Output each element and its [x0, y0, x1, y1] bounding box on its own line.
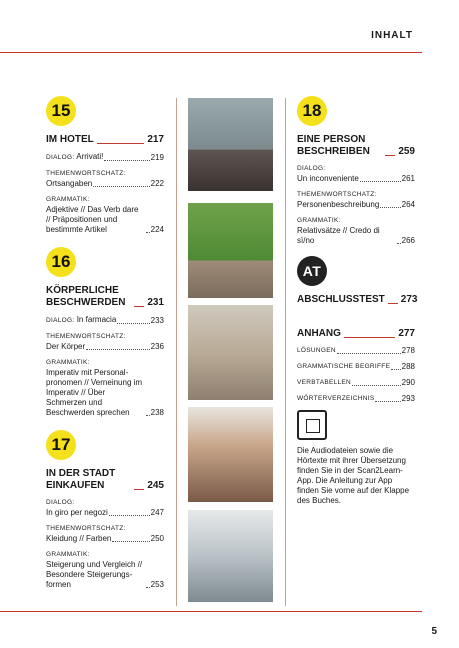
column-divider-right — [285, 98, 286, 606]
lesson-badge: 17 — [46, 430, 76, 460]
right-column — [297, 96, 418, 506]
toc-entry[interactable]: GRAMMATIK: Adjektive // Das Verb dare // Präpositionen und bestimmte Artikel 224 — [46, 196, 164, 234]
test-title: ABSCHLUSSTEST 273 — [297, 294, 418, 305]
toc-entry[interactable]: GRAMMATIK: Relativsätze // Credo di sì/no 266 — [297, 217, 415, 245]
appendix[interactable] — [297, 328, 415, 404]
page-number: 5 — [431, 626, 437, 637]
final-test[interactable] — [297, 256, 418, 306]
toc-entry[interactable]: DIALOG: In farmacia 233 — [46, 315, 164, 325]
lesson-badge: 16 — [46, 247, 76, 277]
toc-entry[interactable]: THEMENWORTSCHATZ: Ortsangaben 222 — [46, 170, 164, 188]
lesson-badge: 18 — [297, 96, 327, 126]
group-people-photo — [188, 407, 273, 502]
lesson-title: IM HOTEL 217 — [46, 134, 164, 145]
library-photo — [188, 510, 273, 602]
lesson-15[interactable] — [46, 96, 164, 235]
lesson-title: EINE PERSON BESCHREIBEN 259 — [297, 134, 415, 157]
appendix-item[interactable]: GRAMMATISCHE BEGRIFFE 288 — [297, 362, 415, 371]
toc-entry[interactable]: GRAMMATIK: Steigerung und Vergleich // Besondere Steigerungs-formen 253 — [46, 551, 164, 589]
top-divider — [0, 52, 422, 53]
appendix-item[interactable]: LÖSUNGEN 278 — [297, 346, 415, 355]
appendix-item[interactable]: VERBTABELLEN 290 — [297, 378, 415, 387]
toc-entry[interactable]: DIALOG: In giro per negozi 247 — [46, 499, 164, 517]
scan-app-icon — [297, 410, 327, 440]
toc-entry[interactable]: DIALOG: Un inconveniente 261 — [297, 165, 415, 183]
appendix-title: ANHANG 277 — [297, 328, 415, 339]
shopping-women-photo — [188, 305, 273, 400]
woman-sitting-photo — [188, 203, 273, 298]
lesson-16[interactable] — [46, 247, 164, 418]
lesson-badge: 15 — [46, 96, 76, 126]
lesson-18[interactable] — [297, 96, 415, 246]
lesson-title: IN DER STADT EINKAUFEN 245 — [46, 468, 164, 491]
column-divider-left — [176, 98, 177, 606]
bottom-divider — [0, 611, 422, 612]
audio-info-text: Die Audiodateien sowie die Hörtexte mit ihrer Übersetzung finden Sie in der Scan2Learn-App. Die Anleitung zur App finden Sie vorne auf der Klappe des Buches. — [297, 446, 410, 505]
page-header-title: INHALT — [371, 30, 413, 41]
left-column — [46, 96, 164, 590]
toc-entry[interactable]: THEMENWORTSCHATZ: Personenbeschreibung 264 — [297, 191, 415, 209]
toc-entry[interactable]: GRAMMATIK: Imperativ mit Personal-pronomen // Verneinung im Imperativ // Über Schmerzen und Beschwerden sprechen 238 — [46, 359, 164, 417]
hotel-room-photo — [188, 98, 273, 191]
appendix-item[interactable]: WÖRTERVERZEICHNIS 293 — [297, 394, 415, 403]
toc-entry[interactable]: DIALOG: Arrivati! 219 — [46, 152, 164, 162]
toc-entry[interactable]: THEMENWORTSCHATZ: Kleidung // Farben 250 — [46, 525, 164, 543]
lesson-17[interactable] — [46, 430, 164, 590]
lesson-title: KÖRPERLICHE BESCHWERDEN 231 — [46, 285, 164, 308]
test-badge: AT — [297, 256, 327, 286]
toc-entry[interactable]: THEMENWORTSCHATZ: Der Körper 236 — [46, 333, 164, 351]
